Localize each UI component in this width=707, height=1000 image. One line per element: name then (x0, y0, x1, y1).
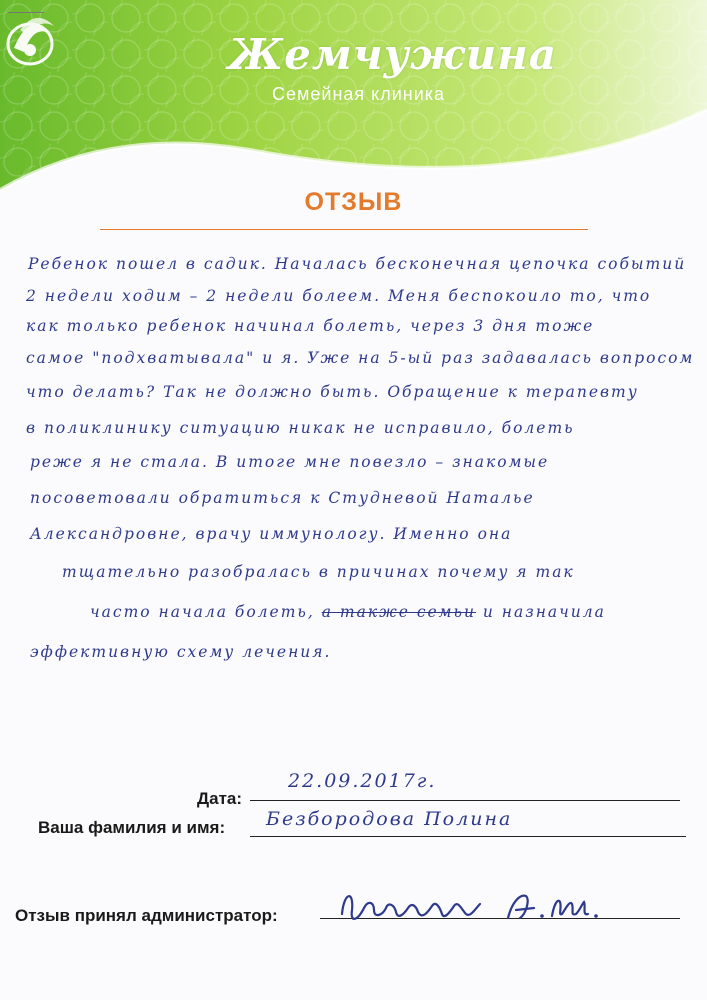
review-line: посоветовали обратиться к Студневой Наталье (30, 489, 535, 507)
clinic-header (0, 0, 707, 200)
review-line: Александровне, врачу иммунологу. Именно она (30, 525, 513, 543)
review-line: реже я не стала. В итоге мне повезло – знакомые (30, 453, 550, 471)
review-line: Ребенок пошел в садик. Началась бесконечная цепочка событий (28, 255, 687, 273)
review-line: тщательно разобралась в причинах почему я так (62, 563, 575, 581)
administrator-signature (330, 880, 620, 940)
form-title: ОТЗЫВ (304, 188, 403, 216)
admin-label: Отзыв принял администратор: (15, 906, 278, 925)
title-underline (100, 229, 588, 230)
name-field[interactable]: Безбородова Полина (266, 808, 513, 830)
review-line: в поликлинику ситуацию никак не исправило, болеть (26, 419, 575, 437)
name-line (250, 836, 686, 837)
crossed-out-text: а также семьи (321, 603, 476, 621)
date-line (250, 800, 680, 801)
date-field[interactable]: 22.09.2017г. (288, 770, 437, 792)
brand-subtitle: Семейная клиника (272, 84, 446, 104)
review-line: эффективную схему лечения. (30, 643, 332, 661)
review-line: 2 недели ходим – 2 недели болеем. Меня беспокоило то, что (26, 287, 652, 305)
review-line-tail: и назначила (482, 603, 606, 621)
name-label: Ваша фамилия и имя: (38, 818, 226, 837)
review-line: что делать? Так не должно быть. Обращение к терапевту (26, 383, 639, 401)
review-line-head: часто начала болеть, (90, 603, 315, 621)
review-line (90, 603, 606, 621)
review-line: как только ребенок начинал болеть, через 3 дня тоже (26, 317, 595, 335)
brand-name: Жемчужина (228, 30, 558, 79)
date-label: Дата: (197, 789, 243, 808)
review-line: самое "подхватывала" и я. Уже на 5-ый раз задавалась вопросом (26, 349, 695, 367)
